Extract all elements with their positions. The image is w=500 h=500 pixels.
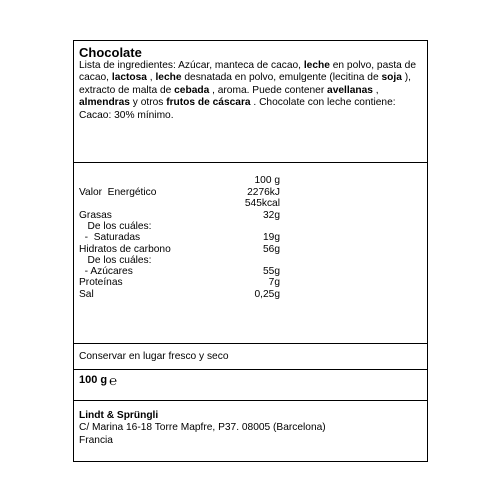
nutrient-name: De los cuáles: [79,220,152,232]
nutrient-value: 545kcal [244,198,280,210]
ingredient-text: , [146,72,156,84]
allergen-text: soja [381,72,402,84]
allergen-text: leche [303,60,330,71]
ingredient-text: . Chocolate con leche contiene: Cacao: 30% mínimo. [79,97,396,121]
ingredient-text: , [372,84,379,96]
divider [74,400,427,401]
nutrition-row [74,232,427,244]
nutrient-name: Proteínas [79,277,123,289]
nutrition-row [74,266,427,278]
nutrient-name: Sal [79,288,94,300]
nutrient-name: De los cuáles: [79,254,152,266]
nutrition-row [74,221,427,233]
nutrition-row [74,289,427,301]
allergen-text: cebada [174,84,210,96]
nutrient-name: Hidratos de carbono [79,243,171,255]
divider [74,369,427,370]
company-country: Francia [79,434,113,446]
nutrient-name: - Saturadas [79,232,141,244]
ingredient-text: en polvo, pasta de cacao, [79,60,416,84]
ingredient-text: Lista de ingredientes: Azúcar, manteca de cacao, [79,60,304,71]
allergen-text: leche [155,72,182,84]
net-weight [79,374,117,386]
divider [74,162,427,163]
company-address: C/ Marina 16-18 Torre Mapfre, P37. 08005 (Barcelona) [79,422,326,434]
allergen-text: avellanas [327,84,373,96]
nutrition-row [74,244,427,256]
nutrition-row [74,198,427,210]
divider [74,343,427,344]
allergen-text: frutos de cáscara [166,97,251,109]
nutrition-header-row [74,175,427,187]
nutrient-value: 0,25g [254,288,280,300]
company-name: Lindt & Sprüngli [79,410,159,421]
allergen-text: lactosa [111,72,147,84]
nutrient-value: 56g [263,243,280,255]
nutrient-value: 55g [263,266,280,278]
nutrient-value: 32g [263,209,280,221]
nutrition-row [74,255,427,267]
product-title: Chocolate [79,45,142,60]
ingredient-text: , aroma. Puede contener [209,84,328,96]
nutrition-label [73,40,428,462]
ingredients-text [79,60,424,122]
allergen-text: almendras [79,97,130,109]
nutrient-value: 19g [263,232,280,244]
nutrient-value: 7g [268,277,280,289]
nutrition-row [74,277,427,289]
company-info [79,410,326,447]
ingredient-text: desnatada en polvo, emulgente (lecitina de [181,72,382,84]
nutrition-header: 100 g [254,175,280,186]
storage-note: Conservar en lugar fresco y seco [79,351,229,362]
nutrient-name: Valor Energético [79,187,157,198]
ingredient-text: ), extracto de malta de [79,72,411,96]
nutrient-name: Grasas [79,209,112,221]
nutrient-name: - Azúcares [79,266,133,278]
nutrient-value: 2276kJ [247,187,280,198]
nutrition-row [74,210,427,222]
nutrition-row [74,187,427,199]
ingredient-text: y otros [129,97,167,109]
net-weight-value: 100 g [79,374,108,386]
estimated-sign-icon: ℮ [109,372,117,388]
